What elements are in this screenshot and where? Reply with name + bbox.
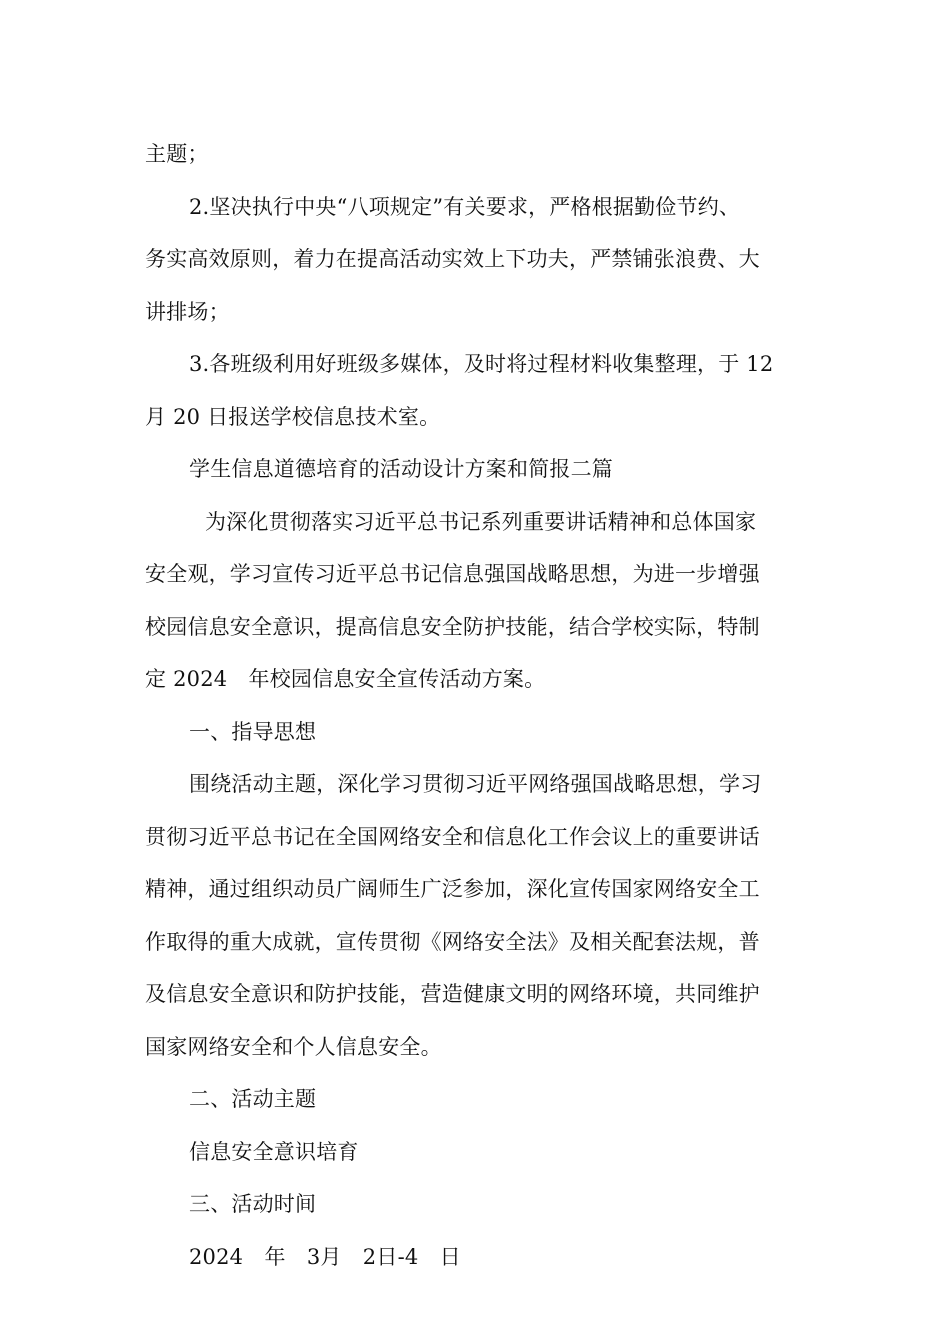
document-line: 一、指导思想 <box>189 719 317 744</box>
document-line: 精神，通过组织动员广阔师生广泛参加，深化宣传国家网络安全工 <box>145 877 760 901</box>
document-line: 月 20 日报送学校信息技术室。 <box>145 404 441 429</box>
document-line: 围绕活动主题，深化学习贯彻习近平网络强国战略思想，学习 <box>189 772 762 796</box>
document-line: 安全观，学习宣传习近平总书记信息强国战略思想，为进一步增强 <box>145 562 760 586</box>
document-line: 三、活动时间 <box>189 1192 317 1216</box>
document-line: 2.坚决执行中央“八项规定”有关要求，严格根据勤俭节约、 <box>189 194 741 219</box>
document-line: 二、活动主题 <box>189 1087 317 1111</box>
document-line: 作取得的重大成就，宣传贯彻《网络安全法》及相关配套法规，普 <box>145 929 760 954</box>
document-line: 2024 年 3月 2日-4 日 <box>189 1244 461 1269</box>
document-line: 3.各班级利用好班级多媒体，及时将过程材料收集整理，于 12 <box>189 352 774 376</box>
document-line: 国家网络安全和个人信息安全。 <box>145 1034 442 1059</box>
document-line: 学生信息道德培育的活动设计方案和简报二篇 <box>189 457 613 481</box>
document-line: 贯彻习近平总书记在全国网络安全和信息化工作会议上的重要讲话 <box>145 824 760 849</box>
document-line: 主题； <box>145 142 209 166</box>
document-line: 讲排场； <box>145 299 230 324</box>
document-line: 信息安全意识培育 <box>189 1139 359 1164</box>
document-body <box>145 128 807 1283</box>
document-line: 务实高效原则，着力在提高活动实效上下功夫，严禁铺张浪费、大 <box>145 247 760 271</box>
document-line: 定 2024 年校园信息安全宣传活动方案。 <box>145 667 546 691</box>
document-line: 为深化贯彻落实习近平总书记系列重要讲话精神和总体国家 <box>205 509 757 534</box>
document-line: 校园信息安全意识，提高信息安全防护技能，结合学校实际，特制 <box>145 614 760 639</box>
document-line: 及信息安全意识和防护技能，营造健康文明的网络环境，共同维护 <box>145 982 760 1006</box>
